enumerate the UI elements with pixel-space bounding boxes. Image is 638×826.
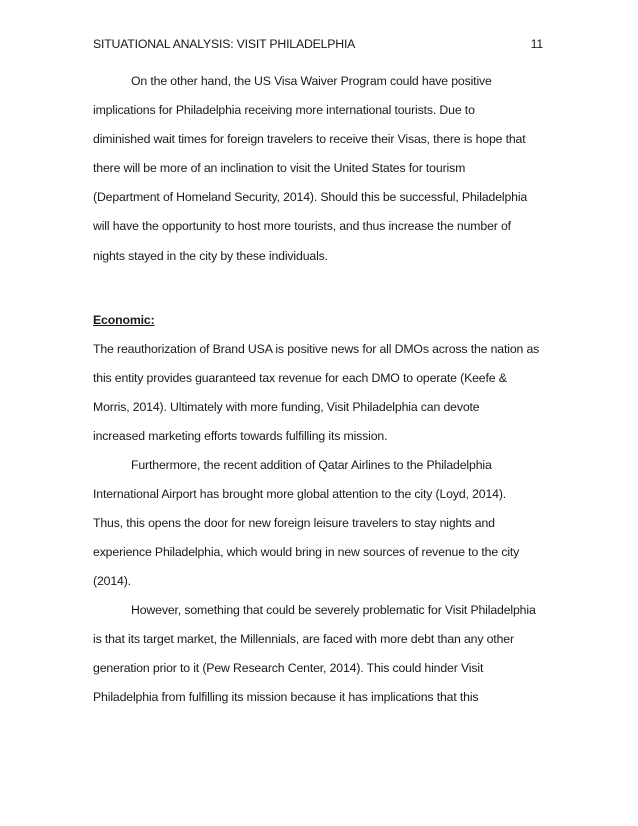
running-header: [93, 37, 545, 57]
paragraph-line: there will be more of an inclination to visit the United States for tourism: [93, 161, 466, 175]
paragraph-line: Philadelphia from fulfilling its mission because it has implications that this: [93, 690, 479, 704]
paragraph-line: generation prior to it (Pew Research Center, 2014). This could hinder Visit: [93, 661, 484, 675]
paragraph-line: International Airport has brought more global attention to the city (Loyd, 2014).: [93, 487, 507, 501]
paragraph-line: diminished wait times for foreign travelers to receive their Visas, there is hope that: [93, 132, 526, 146]
section-heading: Economic:: [93, 313, 155, 327]
paragraph-line: nights stayed in the city by these individuals.: [93, 249, 328, 263]
running-title: SITUATIONAL ANALYSIS: VISIT PHILADELPHIA: [93, 37, 356, 51]
paragraph-line: (2014).: [93, 574, 131, 588]
paragraph-line: Furthermore, the recent addition of Qatar Airlines to the Philadelphia: [131, 458, 492, 472]
paragraph-line: Morris, 2014). Ultimately with more funding, Visit Philadelphia can devote: [93, 400, 480, 414]
paragraph-line: The reauthorization of Brand USA is positive news for all DMOs across the nation as: [93, 342, 540, 356]
paragraph-line: However, something that could be severely problematic for Visit Philadelphia: [131, 603, 536, 617]
paragraph-line: implications for Philadelphia receiving more international tourists. Due to: [93, 103, 475, 117]
paragraph-line: On the other hand, the US Visa Waiver Program could have positive: [131, 74, 492, 88]
paragraph-line: experience Philadelphia, which would bring in new sources of revenue to the city: [93, 545, 520, 559]
paragraph-line: this entity provides guaranteed tax revenue for each DMO to operate (Keefe &: [93, 371, 507, 385]
paragraph-line: is that its target market, the Millennials, are faced with more debt than any other: [93, 632, 514, 646]
paragraph-line: Thus, this opens the door for new foreign leisure travelers to stay nights and: [93, 516, 495, 530]
paragraph-line: (Department of Homeland Security, 2014). Should this be successful, Philadelphia: [93, 190, 528, 204]
paragraph-line: increased marketing efforts towards fulfilling its mission.: [93, 429, 388, 443]
page-number: 11: [530, 37, 543, 51]
paragraph-line: will have the opportunity to host more tourists, and thus increase the number of: [93, 219, 511, 233]
